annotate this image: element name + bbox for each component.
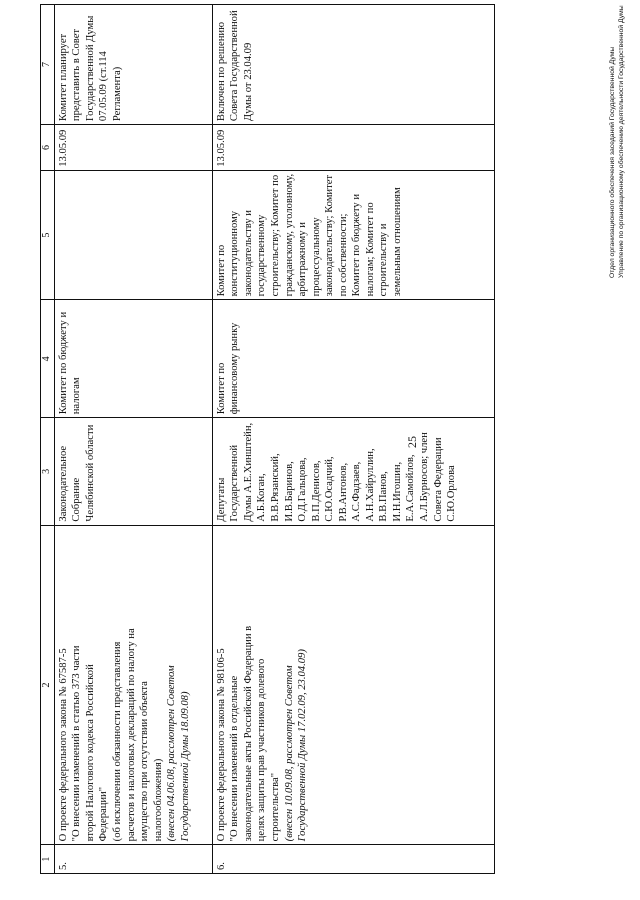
date: 13.05.09 (212, 125, 494, 171)
date: 13.05.09 (54, 125, 212, 171)
status: Включен по решению Совета Государственной Думы от 23.04.09 (212, 5, 494, 125)
bill-title-line: Федерации" (98, 786, 110, 842)
footer-line: Отдел организационного обеспечения заседаний Государственной Думы (609, 46, 616, 278)
row-number: 6. (212, 845, 494, 874)
col-header-4: 4 (41, 300, 55, 418)
bill-title-line: второй Налогового кодекса Российской (84, 664, 96, 842)
col-header-1: 1 (41, 845, 55, 874)
footer (608, 5, 626, 278)
col-header-6: 6 (41, 125, 55, 171)
bill-title-line: имущество при отсутствии объекта (139, 681, 151, 842)
initiator: Законодательное Собрание Челябинской области (54, 418, 212, 525)
bill-description (212, 525, 494, 845)
bill-title-line: законодательные акты Российской Федерации в (242, 625, 254, 842)
table-row (212, 5, 494, 874)
bill-note-line: (внесен 10.09.08, рассмотрен Советом (283, 665, 295, 842)
col-header-3: 3 (41, 418, 55, 525)
bill-title-line: целях защиты прав участников долевого (256, 658, 268, 842)
bill-title-line: "О внесении изменений в статью 373 части (71, 645, 83, 842)
bill-title-line: строительства" (269, 772, 281, 842)
table-row (54, 5, 212, 874)
co-committees: Комитет по конституционному законодательству и государственному строительству; Комитет по гражданскому, уголовному, арбитражному и процессуальному законодательству; Комитет по собственности; Комитет по бюджету и налогам; Комитет по строительству и земельным отношениям (212, 170, 494, 300)
initiator: Депутаты Государственной Думы А.Е.Хинштейн, А.Б.Коган, В.В.Рязанский, И.В.Баринов, О.Д.Гальцова, В.П.Денисов, С.Ю.Осадчий, Р.В.Антонов, А.С.Фадзаев, А.Н.Хайруллин, В.В.Панов, И.Н.Игошин, Е.А.Самойлов, А.Л.Бурносов; член Совета Федерации С.Ю.Орлова (212, 418, 494, 525)
responsible-committee: Комитет по финансовому рынку (212, 300, 494, 418)
status: Комитет планирует представить в Совет Государственной Думы 07.05.09 (ст.114 Регламента) (54, 5, 212, 125)
bill-title-line: О проекте федерального закона № 98106-5 (215, 648, 227, 842)
bill-title-line: налогообложения) (152, 758, 164, 842)
bills-table (40, 4, 495, 874)
bill-title-line: расчетов и налоговых деклараций по налогу на (125, 628, 137, 842)
bill-description (54, 525, 212, 845)
column-number-row (41, 5, 55, 874)
row-number: 5. (54, 845, 212, 874)
bill-title-line: (об исключении обязанности представления (111, 641, 123, 842)
bill-note-line: (внесен 04.06.08, рассмотрен Советом (166, 665, 178, 842)
page-number: 25 (405, 436, 419, 448)
bill-title-line: "О внесении изменений в отдельные (229, 675, 241, 842)
footer-line: Управление по организационному обеспечению деятельности Государственной Думы (618, 5, 625, 278)
bill-title-line: О проекте федерального закона № 67587-5 (57, 648, 69, 842)
bill-note-line: Государственной Думы 18.09.08) (179, 691, 191, 842)
co-committees (54, 170, 212, 300)
responsible-committee: Комитет по бюджету и налогам (54, 300, 212, 418)
col-header-2: 2 (41, 525, 55, 845)
col-header-7: 7 (41, 5, 55, 125)
bill-note-line: Государственной Думы 17.02.09, 23.04.09) (297, 649, 309, 842)
col-header-5: 5 (41, 170, 55, 300)
